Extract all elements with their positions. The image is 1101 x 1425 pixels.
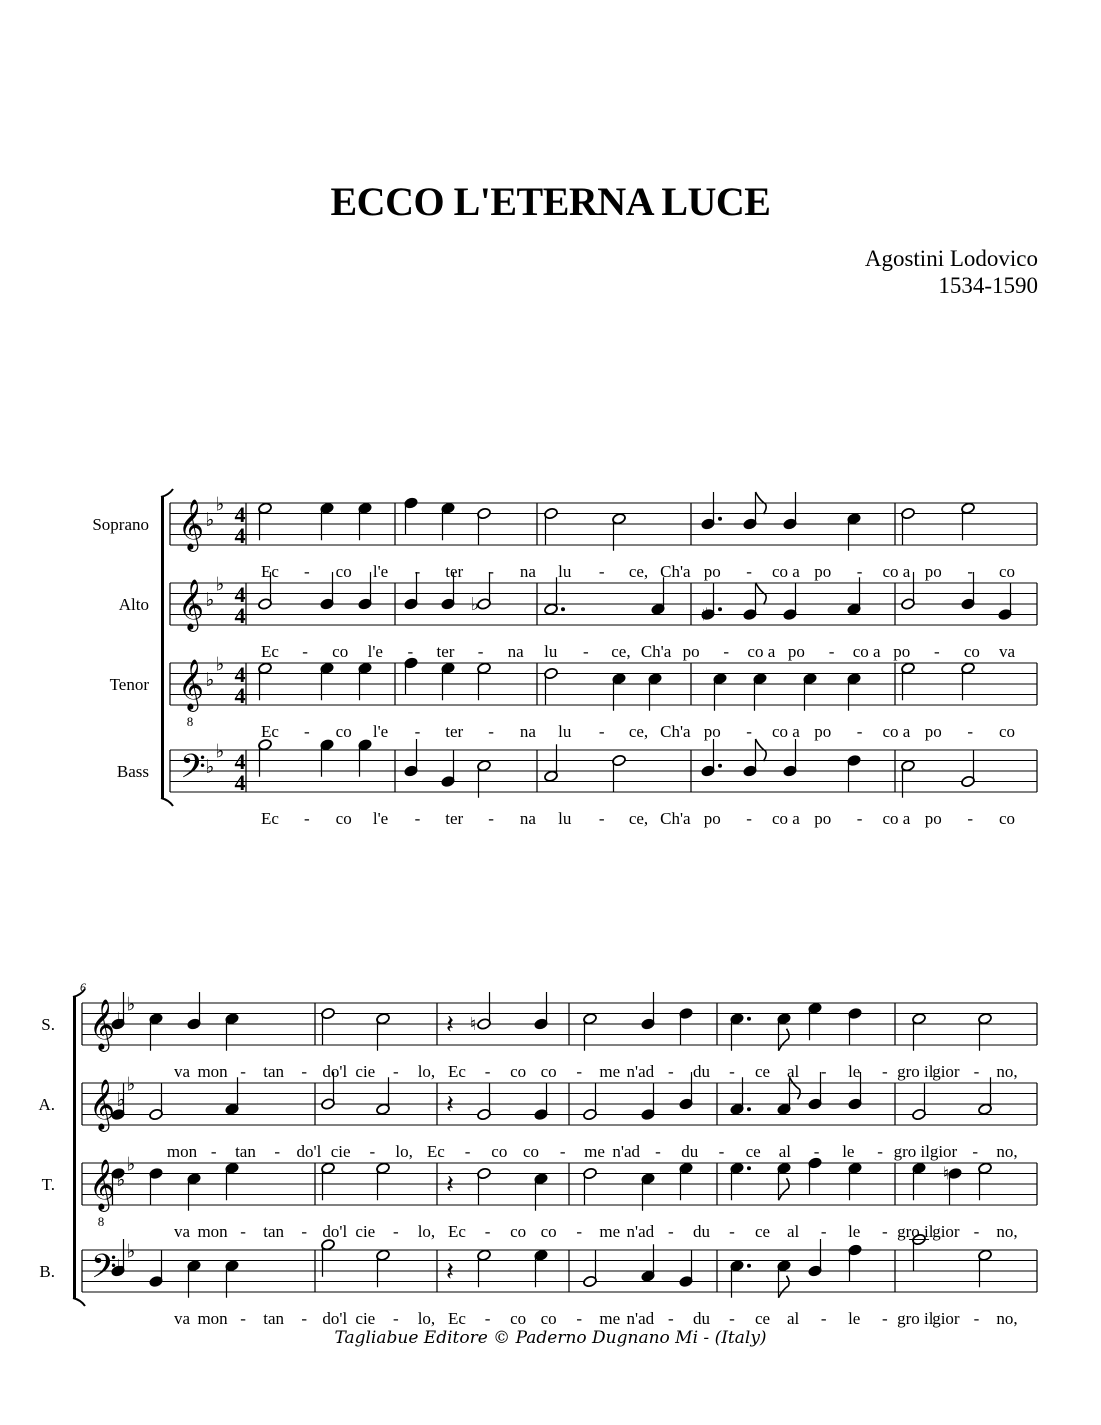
lyric-hyphen: - bbox=[414, 722, 421, 741]
lyric-syllable: co a bbox=[747, 642, 776, 661]
lyric-syllable: va bbox=[173, 1062, 191, 1081]
lyric-syllable: va bbox=[173, 1222, 191, 1241]
lyric-hyphen: - bbox=[576, 1062, 583, 1081]
bracket-bottom bbox=[161, 798, 173, 806]
octave-marker: 8 bbox=[186, 714, 194, 729]
lyric-syllable: ce bbox=[755, 1062, 771, 1081]
lyric-syllable: gior bbox=[932, 1222, 960, 1241]
bracket bbox=[73, 997, 76, 1298]
lyric-syllable: ce bbox=[755, 1222, 771, 1241]
lyric-syllable: tan bbox=[263, 1222, 285, 1241]
lyric-syllable: Ch'a bbox=[660, 562, 691, 581]
lyric-syllable: do'l bbox=[322, 1309, 348, 1328]
time-signature-top: 4 bbox=[234, 662, 246, 687]
lyric-hyphen: - bbox=[881, 1062, 888, 1081]
lyric-syllable: co bbox=[335, 562, 352, 581]
lyric-syllable: gior bbox=[929, 1142, 958, 1161]
lyric-syllable: lo, bbox=[417, 1309, 436, 1328]
voice-label: S. bbox=[41, 1015, 55, 1034]
lyric-hyphen: - bbox=[973, 1309, 980, 1328]
treble-clef-icon: 𝄞 bbox=[178, 659, 205, 710]
lyric-syllable: Ch'a bbox=[640, 642, 672, 661]
lyric-hyphen: - bbox=[240, 1222, 246, 1241]
lyric-syllable: po bbox=[814, 562, 832, 581]
lyric-syllable: co bbox=[540, 1222, 557, 1241]
lyric-syllable: va bbox=[998, 642, 1016, 661]
lyric-syllable: mon bbox=[197, 1309, 228, 1328]
voice-label: T. bbox=[41, 1175, 55, 1194]
lyric-syllable: mon bbox=[197, 1222, 228, 1241]
lyric-syllable: na bbox=[519, 809, 536, 828]
lyric-syllable: va bbox=[173, 1309, 191, 1328]
lyric-syllable: ce, bbox=[628, 722, 649, 741]
lyric-syllable: co bbox=[335, 722, 352, 741]
augmentation-dot bbox=[747, 1166, 751, 1170]
lyric-syllable: no, bbox=[996, 1062, 1018, 1081]
lyric-syllable: na bbox=[519, 722, 536, 741]
lyric-hyphen: - bbox=[210, 1142, 217, 1161]
lyric-syllable: no, bbox=[996, 1142, 1018, 1161]
lyric-syllable: cie bbox=[330, 1142, 351, 1161]
flat-icon: ♭ bbox=[126, 1073, 136, 1096]
lyric-hyphen: - bbox=[484, 1062, 491, 1081]
lyric-syllable: al bbox=[786, 1309, 800, 1328]
lyric-syllable: ter bbox=[445, 722, 464, 741]
augmentation-dot bbox=[718, 517, 722, 521]
lyric-syllable: me bbox=[599, 1062, 621, 1081]
lyric-syllable: Ch'a bbox=[660, 809, 691, 828]
lyric-syllable: po bbox=[924, 722, 942, 741]
voice-label: Alto bbox=[118, 595, 149, 614]
lyric-syllable: po bbox=[682, 642, 700, 661]
lyric-hyphen: - bbox=[856, 722, 863, 741]
voice-label: A. bbox=[38, 1095, 55, 1114]
lyric-hyphen: - bbox=[559, 1142, 566, 1161]
publisher-footer: Tagliabue Editore © Paderno Dugnano Mi - (Italy) bbox=[334, 1328, 767, 1348]
lyric-hyphen: - bbox=[414, 562, 421, 581]
lyric-hyphen: - bbox=[302, 642, 308, 661]
lyric-syllable: ce, bbox=[628, 809, 649, 828]
flat-icon: ♭ bbox=[215, 653, 225, 676]
flat-icon: ♭ bbox=[470, 594, 480, 615]
flat-icon: ♭ bbox=[126, 1240, 136, 1263]
lyric-hyphen: - bbox=[240, 1309, 246, 1328]
time-signature-bottom: 4 bbox=[234, 603, 246, 628]
lyric-syllable: lu bbox=[558, 722, 572, 741]
lyric-hyphen: - bbox=[967, 722, 973, 741]
time-signature-bottom: 4 bbox=[234, 523, 246, 548]
note-flag bbox=[779, 1178, 790, 1200]
flat-icon: ♭ bbox=[215, 493, 225, 516]
lyric-syllable: lu bbox=[558, 809, 572, 828]
treble-clef-icon: 𝄞 bbox=[178, 579, 205, 630]
lyric-hyphen: - bbox=[477, 642, 484, 661]
lyric-syllable: gro il bbox=[893, 1142, 930, 1161]
lyric-syllable: n'ad bbox=[626, 1222, 655, 1241]
flat-icon: ♭ bbox=[205, 669, 215, 691]
lyric-syllable: co bbox=[540, 1309, 557, 1328]
lyric-syllable: Ch'a bbox=[660, 722, 691, 741]
lyric-hyphen: - bbox=[877, 1142, 883, 1161]
lyric-hyphen: - bbox=[488, 562, 494, 581]
lyric-hyphen: - bbox=[301, 1062, 308, 1081]
lyric-syllable: mon bbox=[197, 1062, 228, 1081]
time-signature-bottom: 4 bbox=[234, 770, 246, 795]
lyric-hyphen: - bbox=[393, 1309, 399, 1328]
lyric-hyphen: - bbox=[369, 1142, 376, 1161]
lyric-syllable: ter bbox=[436, 642, 455, 661]
lyric-hyphen: - bbox=[828, 642, 835, 661]
lyric-syllable: co a bbox=[771, 809, 800, 828]
treble-clef-icon: 𝄞 bbox=[89, 999, 116, 1050]
lyric-hyphen: - bbox=[464, 1142, 471, 1161]
lyric-syllable: cie bbox=[355, 1062, 376, 1081]
lyric-syllable: Ec bbox=[426, 1142, 445, 1161]
lyric-hyphen: - bbox=[881, 1309, 888, 1328]
lyric-syllable: po bbox=[703, 562, 721, 581]
voice-label: Tenor bbox=[109, 675, 149, 694]
lyric-hyphen: - bbox=[820, 1309, 827, 1328]
lyric-syllable: me bbox=[584, 1142, 605, 1161]
time-signature-top: 4 bbox=[234, 502, 246, 527]
voice-label: B. bbox=[39, 1262, 55, 1281]
time-signature-top: 4 bbox=[234, 749, 246, 774]
lyric-syllable: co bbox=[963, 642, 980, 661]
lyric-syllable: l'e bbox=[367, 642, 383, 661]
octave-marker: 8 bbox=[97, 1214, 105, 1229]
lyric-syllable: co a bbox=[882, 562, 911, 581]
bass-clef-icon: 𝄢 bbox=[180, 748, 206, 794]
voice-label: Soprano bbox=[92, 515, 149, 534]
lyric-hyphen: - bbox=[972, 1142, 979, 1161]
flat-icon: ♭ bbox=[215, 573, 225, 596]
lyric-syllable: po bbox=[924, 562, 942, 581]
lyric-syllable: l'e bbox=[372, 722, 389, 741]
composer-dates: 1534-1590 bbox=[938, 273, 1038, 298]
lyric-syllable: lu bbox=[558, 562, 572, 581]
lyric-hyphen: - bbox=[598, 562, 605, 581]
lyric-syllable: co bbox=[540, 1062, 557, 1081]
lyric-syllable: me bbox=[599, 1222, 621, 1241]
lyric-syllable: ter bbox=[445, 809, 464, 828]
lyric-hyphen: - bbox=[668, 1309, 674, 1328]
lyric-hyphen: - bbox=[393, 1062, 399, 1081]
flat-icon: ♭ bbox=[205, 509, 215, 531]
lyric-syllable: al bbox=[786, 1222, 800, 1241]
lyric-syllable: al bbox=[786, 1062, 800, 1081]
lyric-syllable: po bbox=[924, 809, 942, 828]
lyric-syllable: n'ad bbox=[626, 1309, 655, 1328]
flat-icon: ♭ bbox=[116, 1256, 126, 1278]
lyric-syllable: co bbox=[510, 1309, 527, 1328]
flat-icon: ♭ bbox=[205, 589, 215, 611]
lyric-hyphen: - bbox=[301, 1309, 308, 1328]
lyric-hyphen: - bbox=[668, 1062, 674, 1081]
lyric-syllable: na bbox=[507, 642, 524, 661]
bracket bbox=[161, 497, 164, 798]
note-flag bbox=[779, 1276, 790, 1298]
lyric-syllable: lo, bbox=[395, 1142, 413, 1161]
lyric-syllable: cie bbox=[355, 1222, 376, 1241]
lyric-syllable: l'e bbox=[372, 809, 389, 828]
flat-icon: ♭ bbox=[205, 756, 215, 778]
lyric-syllable: le bbox=[842, 1142, 855, 1161]
lyric-syllable: lo, bbox=[417, 1062, 436, 1081]
lyric-syllable: Ec bbox=[261, 722, 279, 741]
lyric-syllable: po bbox=[787, 642, 805, 661]
lyric-hyphen: - bbox=[488, 722, 494, 741]
lyric-syllable: do'l bbox=[322, 1222, 348, 1241]
measure-number: 6 bbox=[80, 980, 86, 994]
lyric-syllable: gro il bbox=[897, 1222, 934, 1241]
lyric-hyphen: - bbox=[414, 809, 421, 828]
lyric-syllable: ce, bbox=[628, 562, 649, 581]
voice-label: Bass bbox=[116, 762, 149, 781]
sharp-icon: ♯ bbox=[700, 604, 710, 626]
lyric-syllable: co a bbox=[771, 722, 800, 741]
quarter-rest-icon: 𝄽 bbox=[446, 1090, 454, 1120]
lyric-syllable: Ec bbox=[261, 562, 279, 581]
lyric-syllable: le bbox=[848, 1309, 861, 1328]
lyric-syllable: na bbox=[519, 562, 536, 581]
lyric-hyphen: - bbox=[718, 1142, 725, 1161]
lyric-hyphen: - bbox=[488, 809, 494, 828]
lyric-syllable: du bbox=[692, 1062, 710, 1081]
lyric-syllable: Ec bbox=[261, 809, 279, 828]
lyric-syllable: gro il bbox=[897, 1062, 934, 1081]
title: ECCO L'ETERNA LUCE bbox=[330, 179, 771, 224]
time-signature-top: 4 bbox=[234, 582, 246, 607]
lyric-syllable: l'e bbox=[372, 562, 389, 581]
flat-icon: ♭ bbox=[126, 1153, 136, 1176]
treble-clef-icon: 𝄞 bbox=[89, 1159, 116, 1210]
augmentation-dot bbox=[718, 764, 722, 768]
lyric-syllable: co bbox=[510, 1062, 527, 1081]
flat-icon: ♭ bbox=[126, 993, 136, 1016]
lyric-hyphen: - bbox=[729, 1062, 735, 1081]
lyric-hyphen: - bbox=[729, 1309, 735, 1328]
lyric-hyphen: - bbox=[881, 1222, 888, 1241]
lyric-syllable: po bbox=[703, 722, 721, 741]
bracket-top bbox=[161, 489, 173, 497]
lyric-syllable: tan bbox=[263, 1309, 285, 1328]
lyric-syllable: tan bbox=[235, 1142, 256, 1161]
lyric-syllable: no, bbox=[996, 1309, 1018, 1328]
treble-clef-icon: 𝄞 bbox=[89, 1079, 116, 1130]
lyric-syllable: co a bbox=[852, 642, 881, 661]
lyric-hyphen: - bbox=[407, 642, 414, 661]
lyric-syllable: me bbox=[599, 1309, 621, 1328]
lyric-syllable: ce bbox=[745, 1142, 761, 1161]
lyric-hyphen: - bbox=[933, 642, 940, 661]
quarter-rest-icon: 𝄽 bbox=[446, 1010, 454, 1040]
lyric-hyphen: - bbox=[967, 809, 973, 828]
lyric-syllable: le bbox=[848, 1062, 861, 1081]
lyric-syllable: co bbox=[335, 809, 352, 828]
lyric-hyphen: - bbox=[598, 722, 605, 741]
lyric-syllable: mon bbox=[166, 1142, 198, 1161]
lyric-syllable: lo, bbox=[417, 1222, 436, 1241]
flat-icon: ♭ bbox=[215, 740, 225, 763]
quarter-rest-icon: 𝄽 bbox=[446, 1257, 454, 1287]
augmentation-dot bbox=[747, 1107, 751, 1111]
lyric-syllable: po bbox=[814, 722, 832, 741]
flat-icon: ♭ bbox=[116, 1089, 126, 1111]
natural-icon: ♮ bbox=[469, 1014, 477, 1035]
lyric-syllable: do'l bbox=[296, 1142, 322, 1161]
bass-clef-icon: 𝄢 bbox=[91, 1248, 117, 1294]
lyric-hyphen: - bbox=[746, 809, 752, 828]
lyric-hyphen: - bbox=[820, 1222, 827, 1241]
flat-icon: ♭ bbox=[116, 1169, 126, 1191]
lyric-syllable: Ec bbox=[448, 1309, 466, 1328]
lyric-syllable: n'ad bbox=[626, 1062, 655, 1081]
augmentation-dot bbox=[561, 607, 565, 611]
lyric-syllable: cie bbox=[355, 1309, 376, 1328]
lyric-syllable: co a bbox=[882, 809, 911, 828]
lyric-hyphen: - bbox=[274, 1142, 281, 1161]
quarter-rest-icon: 𝄽 bbox=[446, 1170, 454, 1200]
lyric-syllable: po bbox=[893, 642, 911, 661]
lyric-syllable: do'l bbox=[322, 1062, 348, 1081]
lyric-hyphen: - bbox=[856, 562, 863, 581]
lyric-syllable: po bbox=[814, 809, 832, 828]
lyric-syllable: du bbox=[692, 1222, 710, 1241]
lyric-syllable: co a bbox=[882, 722, 911, 741]
lyric-syllable: ter bbox=[445, 562, 464, 581]
treble-clef-icon: 𝄞 bbox=[178, 499, 205, 550]
lyric-hyphen: - bbox=[813, 1142, 820, 1161]
lyric-hyphen: - bbox=[729, 1222, 735, 1241]
lyric-syllable: n'ad bbox=[612, 1142, 641, 1161]
lyric-syllable: co a bbox=[771, 562, 800, 581]
lyric-hyphen: - bbox=[576, 1309, 583, 1328]
lyric-hyphen: - bbox=[304, 722, 310, 741]
lyric-syllable: co bbox=[491, 1142, 508, 1161]
lyric-syllable: co bbox=[523, 1142, 540, 1161]
lyric-hyphen: - bbox=[598, 809, 605, 828]
lyric-hyphen: - bbox=[746, 722, 752, 741]
lyric-syllable: du bbox=[692, 1309, 710, 1328]
lyric-syllable: no, bbox=[996, 1222, 1018, 1241]
lyric-syllable: co bbox=[510, 1222, 527, 1241]
lyric-syllable: gior bbox=[932, 1062, 960, 1081]
lyric-hyphen: - bbox=[820, 1062, 827, 1081]
lyric-syllable: le bbox=[848, 1222, 861, 1241]
lyric-hyphen: - bbox=[301, 1222, 308, 1241]
lyric-hyphen: - bbox=[746, 562, 752, 581]
lyric-syllable: Ec bbox=[448, 1222, 466, 1241]
lyric-hyphen: - bbox=[973, 1062, 980, 1081]
composer-name: Agostini Lodovico bbox=[864, 246, 1038, 271]
lyric-hyphen: - bbox=[655, 1142, 661, 1161]
augmentation-dot bbox=[718, 607, 722, 611]
lyric-hyphen: - bbox=[484, 1309, 491, 1328]
lyric-hyphen: - bbox=[583, 642, 589, 661]
lyric-syllable: co bbox=[332, 642, 349, 661]
lyric-hyphen: - bbox=[393, 1222, 399, 1241]
lyric-syllable: lu bbox=[544, 642, 558, 661]
flat-icon: ♭ bbox=[116, 1009, 126, 1031]
lyric-syllable: gior bbox=[932, 1309, 960, 1328]
lyric-syllable: Ec bbox=[261, 642, 279, 661]
bracket-bottom bbox=[73, 1298, 85, 1306]
lyric-hyphen: - bbox=[723, 642, 730, 661]
system-2 bbox=[73, 989, 1037, 1306]
lyric-syllable: ce bbox=[755, 1309, 771, 1328]
lyric-hyphen: - bbox=[973, 1222, 980, 1241]
lyric-hyphen: - bbox=[576, 1222, 583, 1241]
lyric-syllable: al bbox=[778, 1142, 792, 1161]
lyric-hyphen: - bbox=[304, 809, 310, 828]
natural-icon: ♮ bbox=[942, 1163, 950, 1185]
lyric-hyphen: - bbox=[856, 809, 863, 828]
note-flag bbox=[779, 1029, 790, 1051]
lyric-hyphen: - bbox=[484, 1222, 491, 1241]
lyric-syllable: tan bbox=[263, 1062, 285, 1081]
lyric-syllable: po bbox=[703, 809, 721, 828]
time-signature-bottom: 4 bbox=[234, 683, 246, 708]
lyric-syllable: gro il bbox=[897, 1309, 934, 1328]
lyric-hyphen: - bbox=[668, 1222, 674, 1241]
lyric-hyphen: - bbox=[304, 562, 310, 581]
augmentation-dot bbox=[747, 1017, 751, 1021]
lyric-syllable: co bbox=[998, 722, 1016, 741]
lyric-syllable: Ec bbox=[448, 1062, 466, 1081]
lyric-hyphen: - bbox=[240, 1062, 246, 1081]
lyric-syllable: co bbox=[998, 562, 1016, 581]
lyric-hyphen: - bbox=[967, 562, 973, 581]
lyric-syllable: co bbox=[998, 809, 1016, 828]
augmentation-dot bbox=[747, 1264, 751, 1268]
lyric-syllable: du bbox=[681, 1142, 699, 1161]
lyric-syllable: ce, bbox=[611, 642, 631, 661]
